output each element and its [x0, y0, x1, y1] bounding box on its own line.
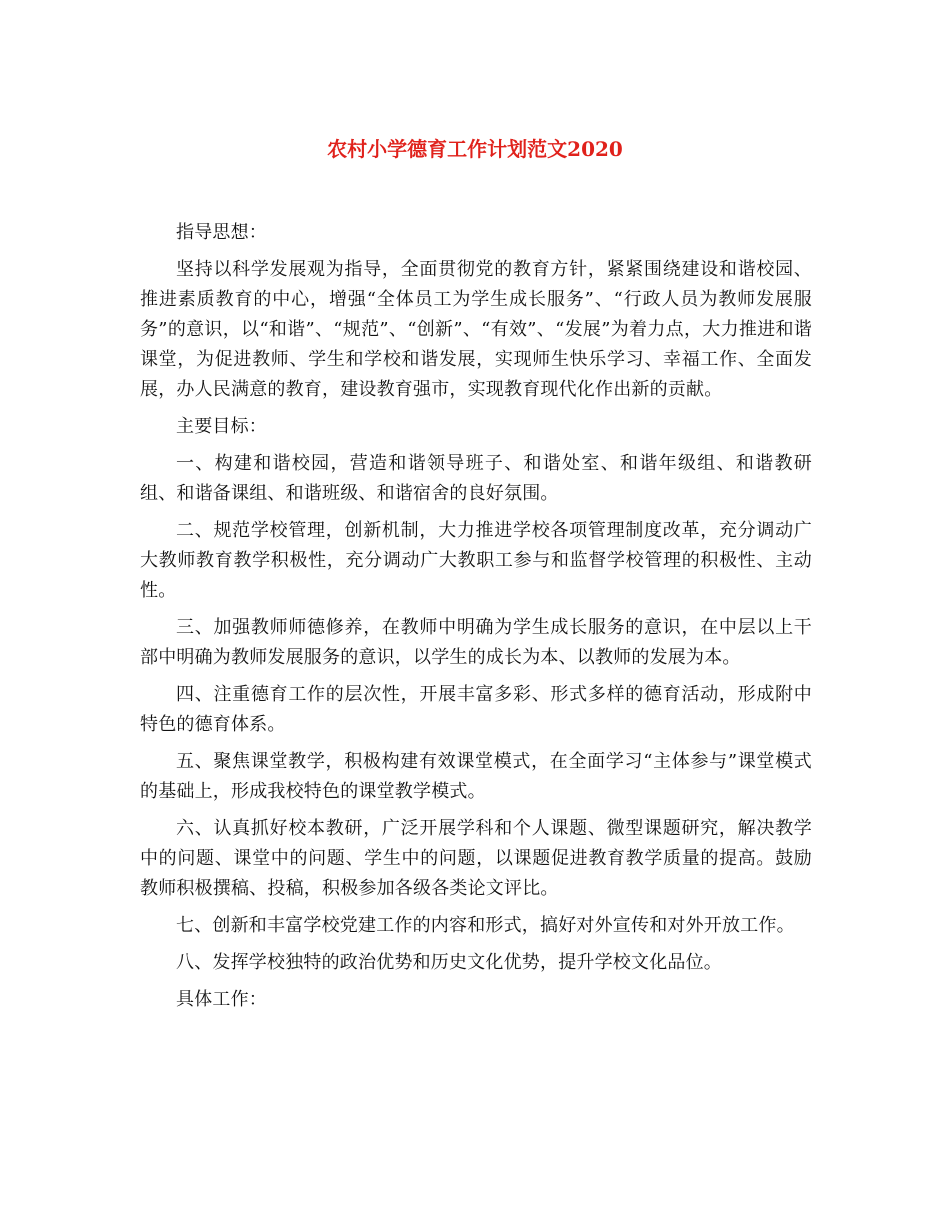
goal-item-2: 二、规范学校管理，创新机制，大力推进学校各项管理制度改革，充分调动广大教师教育教学积极性，充分调动广大教职工参与和监督学校管理的积极性、主动性。 — [140, 520, 812, 601]
goal-item-1: 一、构建和谐校园，营造和谐领导班子、和谐处室、和谐年级组、和谐教研组、和谐备课组、和谐班级、和谐宿舍的良好氛围。 — [140, 453, 812, 504]
goal-item-5: 五、聚焦课堂教学，积极构建有效课堂模式，在全面学习“主体参与”课堂模式的基础上，形成我校特色的课堂教学模式。 — [140, 751, 812, 802]
goal-item-4: 四、注重德育工作的层次性，开展丰富多彩、形式多样的德育活动，形成附中特色的德育体系。 — [140, 684, 812, 735]
goal-item-6: 六、认真抓好校本教研，广泛开展学科和个人课题、微型课题研究，解决教学中的问题、课堂中的问题、学生中的问题，以课题促进教育教学质量的提高。鼓励教师积极撰稿、投稿，积极参加各级各类论文评比。 — [140, 818, 812, 899]
section-heading-main-goals: 主要目标： — [176, 416, 267, 437]
section-heading-specific-work: 具体工作： — [176, 989, 267, 1010]
goal-item-7: 七、创新和丰富学校党建工作的内容和形式，搞好对外宣传和对外开放工作。 — [176, 915, 795, 936]
document-title: 农村小学德育工作计划范文2020 — [327, 137, 623, 161]
section-heading-guiding-ideology: 指导思想： — [176, 222, 267, 243]
goal-item-3: 三、加强教师师德修养，在教师中明确为学生成长服务的意识，在中层以上干部中明确为教师发展服务的意识，以学生的成长为本、以教师的发展为本。 — [140, 617, 812, 668]
paragraph-guiding-ideology: 坚持以科学发展观为指导，全面贯彻党的教育方针，紧紧围绕建设和谐校园、推进素质教育的中心，增强“全体员工为学生成长服务”、“行政人员为教师发展服务”的意识，以“和谐”、“规范”、“创新”、“有效”、“发展”为着力点，大力推进和谐课堂，为促进教师、学生和学校和谐发展，实现师生快乐学习、幸福工作、全面发展，办人民满意的教育，建设教育强市，实现教育现代化作出新的贡献。 — [140, 259, 812, 400]
goal-item-8: 八、发挥学校独特的政治优势和历史文化优势，提升学校文化品位。 — [176, 952, 722, 973]
document-body — [140, 218, 812, 1022]
